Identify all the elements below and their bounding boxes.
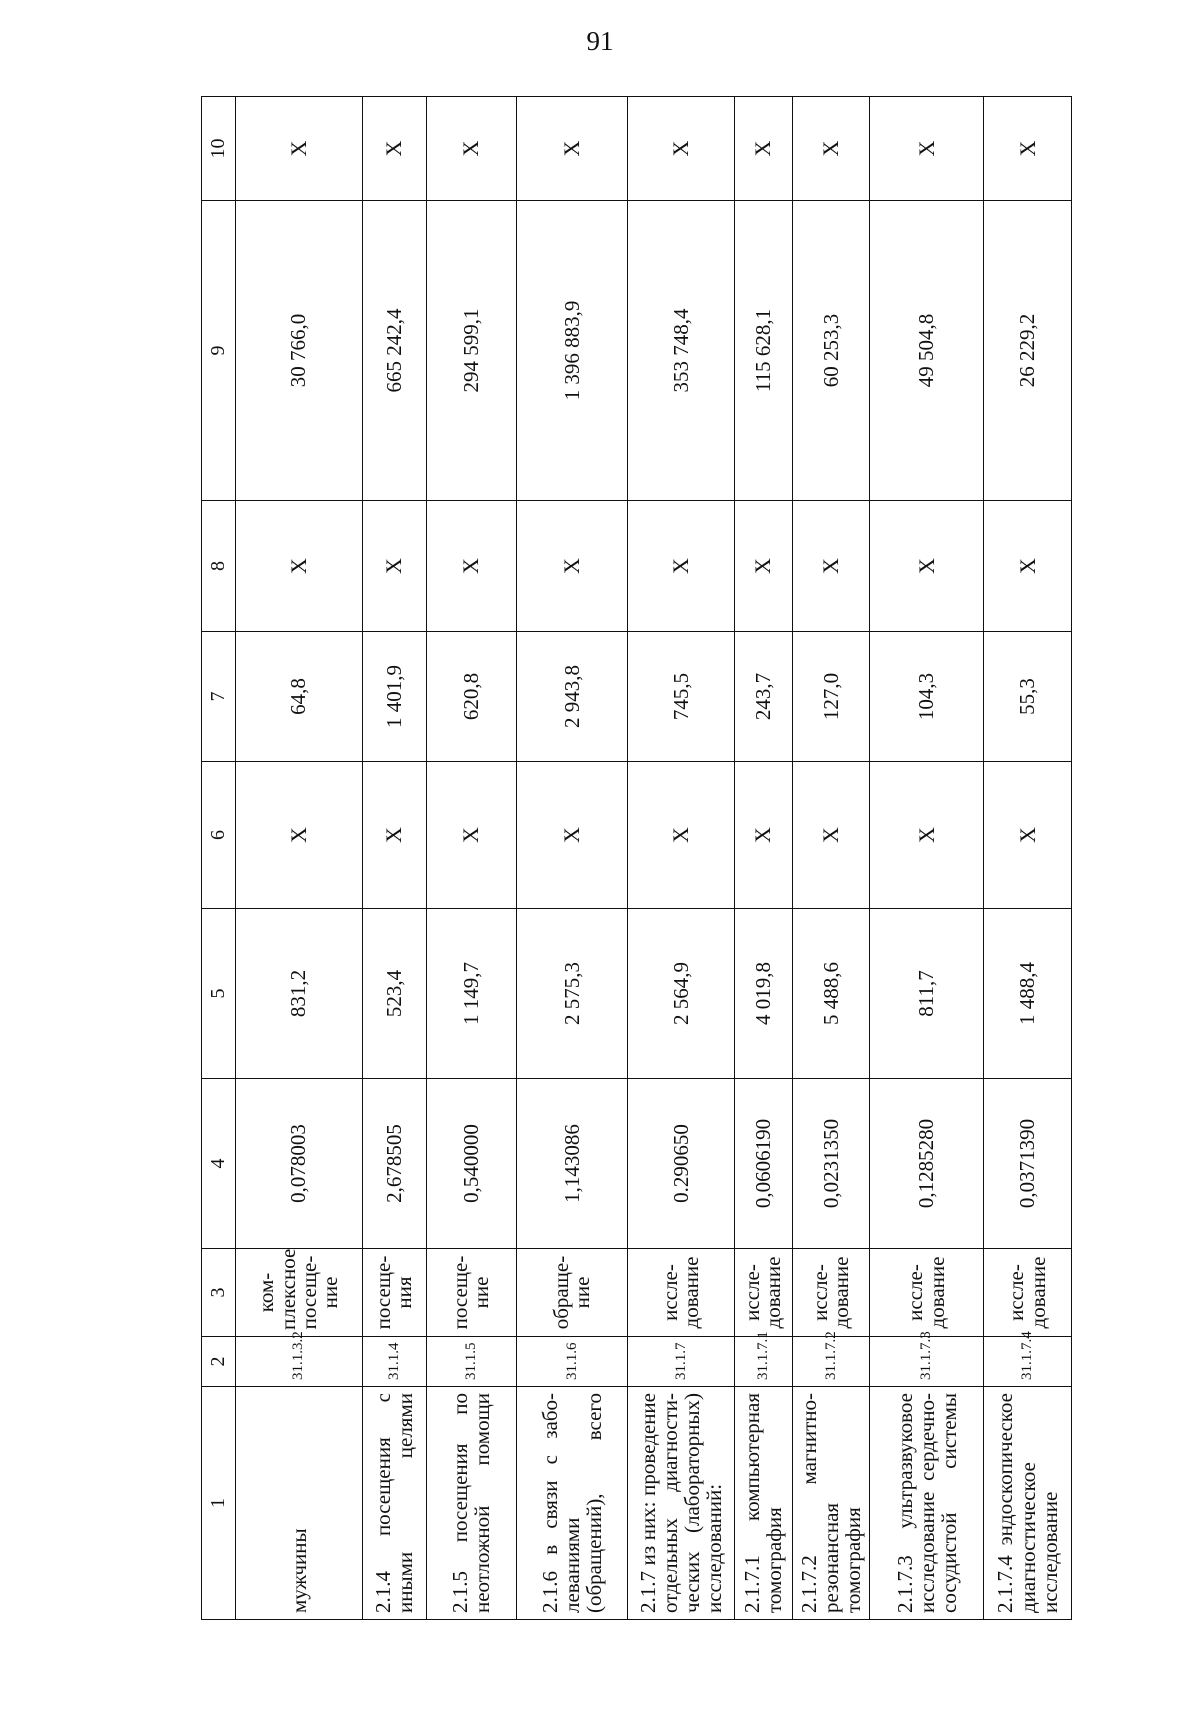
cell-col-3: иссле- дование <box>793 1249 870 1337</box>
cell-col-5: 2 564,9 <box>628 909 734 1079</box>
cell-col-1: 2.1.5 посещения по неотложной помощи <box>426 1387 516 1620</box>
cell-col-9: 49 504,8 <box>870 201 984 501</box>
cell-col-10: X <box>984 97 1072 201</box>
cell-col-9: 26 229,2 <box>984 201 1072 501</box>
cell-col-2: 31.1.7.4 <box>984 1337 1072 1387</box>
cell-col-6: X <box>426 762 516 909</box>
cell-col-4: 2,678505 <box>362 1079 426 1249</box>
cell-col-2: 31.1.7.1 <box>734 1337 793 1387</box>
cell-col-8: X <box>793 501 870 632</box>
cell-col-4: 0,1285280 <box>870 1079 984 1249</box>
cell-col-4: 0.290650 <box>628 1079 734 1249</box>
header-col-6: 6 <box>202 762 236 909</box>
cell-col-1: 2.1.7.4 эндоскопическое диагностическое исследование <box>984 1387 1072 1620</box>
cell-col-10: X <box>426 97 516 201</box>
cell-col-2: 31.1.4 <box>362 1337 426 1387</box>
cell-col-7: 745,5 <box>628 632 734 762</box>
header-col-3: 3 <box>202 1249 236 1337</box>
cell-col-5: 811,7 <box>870 909 984 1079</box>
table-row <box>362 97 426 1620</box>
cell-col-4: 0,078003 <box>236 1079 363 1249</box>
cell-col-1: 2.1.7.1 компьютерная томография <box>734 1387 793 1620</box>
cell-col-1: 2.1.4 посещения с иными целями <box>362 1387 426 1620</box>
cell-col-3: посеще- ние <box>426 1249 516 1337</box>
cell-col-10: X <box>236 97 363 201</box>
cell-col-1: 2.1.6 в связи с забо-леваниями (обращений), всего <box>516 1387 628 1620</box>
cell-col-2: 31.1.6 <box>516 1337 628 1387</box>
cell-col-8: X <box>516 501 628 632</box>
cell-col-2: 31.1.3.2 <box>236 1337 363 1387</box>
cell-col-10: X <box>870 97 984 201</box>
header-col-10: 10 <box>202 97 236 201</box>
cell-col-7: 1 401,9 <box>362 632 426 762</box>
cell-col-5: 2 575,3 <box>516 909 628 1079</box>
header-col-4: 4 <box>202 1079 236 1249</box>
cell-col-2: 31.1.7.2 <box>793 1337 870 1387</box>
cell-col-5: 1 149,7 <box>426 909 516 1079</box>
cell-col-9: 1 396 883,9 <box>516 201 628 501</box>
data-table <box>201 96 1072 1620</box>
cell-col-9: 665 242,4 <box>362 201 426 501</box>
cell-col-4: 1,143086 <box>516 1079 628 1249</box>
cell-col-10: X <box>516 97 628 201</box>
table-row <box>793 97 870 1620</box>
cell-col-6: X <box>362 762 426 909</box>
cell-col-10: X <box>362 97 426 201</box>
cell-col-7: 620,8 <box>426 632 516 762</box>
cell-col-6: X <box>236 762 363 909</box>
cell-col-6: X <box>516 762 628 909</box>
cell-col-5: 523,4 <box>362 909 426 1079</box>
cell-col-9: 60 253,3 <box>793 201 870 501</box>
cell-col-10: X <box>628 97 734 201</box>
cell-col-6: X <box>870 762 984 909</box>
cell-col-4: 0,0231350 <box>793 1079 870 1249</box>
cell-col-9: 115 628,1 <box>734 201 793 501</box>
cell-col-7: 64,8 <box>236 632 363 762</box>
cell-col-1: 2.1.7 из них: проведение отдельных диагности-ческих (лабораторных) исследований: <box>628 1387 734 1620</box>
cell-col-8: X <box>734 501 793 632</box>
cell-col-1: 2.1.7.2 магнитно-резонансная томография <box>793 1387 870 1620</box>
table-row <box>516 97 628 1620</box>
cell-col-10: X <box>793 97 870 201</box>
cell-col-7: 104,3 <box>870 632 984 762</box>
cell-col-7: 243,7 <box>734 632 793 762</box>
header-col-8: 8 <box>202 501 236 632</box>
cell-col-9: 353 748,4 <box>628 201 734 501</box>
cell-col-3: посеще- ния <box>362 1249 426 1337</box>
cell-col-8: X <box>236 501 363 632</box>
cell-col-6: X <box>793 762 870 909</box>
cell-col-8: X <box>426 501 516 632</box>
header-col-2: 2 <box>202 1337 236 1387</box>
cell-col-4: 0,0371390 <box>984 1079 1072 1249</box>
cell-col-3: иссле- дование <box>984 1249 1072 1337</box>
cell-col-6: X <box>984 762 1072 909</box>
cell-col-9: 30 766,0 <box>236 201 363 501</box>
cell-col-4: 0,540000 <box>426 1079 516 1249</box>
cell-col-7: 55,3 <box>984 632 1072 762</box>
cell-col-5: 4 019,8 <box>734 909 793 1079</box>
cell-col-7: 127,0 <box>793 632 870 762</box>
header-col-1: 1 <box>202 1387 236 1620</box>
page-number: 91 <box>586 26 614 56</box>
cell-col-8: X <box>628 501 734 632</box>
cell-col-8: X <box>362 501 426 632</box>
cell-col-3: ком- плексное посеще- ние <box>236 1249 363 1337</box>
cell-col-8: X <box>984 501 1072 632</box>
header-col-9: 9 <box>202 201 236 501</box>
cell-col-5: 831,2 <box>236 909 363 1079</box>
cell-col-2: 31.1.7.3 <box>870 1337 984 1387</box>
cell-col-1: 2.1.7.3 ультразвуковое исследование сердечно-сосудистой системы <box>870 1387 984 1620</box>
cell-col-8: X <box>870 501 984 632</box>
cell-col-6: X <box>628 762 734 909</box>
cell-col-10: X <box>734 97 793 201</box>
rotated-table-container <box>201 97 1072 1620</box>
header-col-5: 5 <box>202 909 236 1079</box>
cell-col-4: 0,0606190 <box>734 1079 793 1249</box>
table-row <box>426 97 516 1620</box>
cell-col-3: иссле- дование <box>734 1249 793 1337</box>
cell-col-3: иссле- дование <box>870 1249 984 1337</box>
cell-col-2: 31.1.7 <box>628 1337 734 1387</box>
cell-col-2: 31.1.5 <box>426 1337 516 1387</box>
cell-col-9: 294 599,1 <box>426 201 516 501</box>
cell-col-7: 2 943,8 <box>516 632 628 762</box>
cell-col-1: мужчины <box>236 1387 363 1620</box>
cell-col-3: обраще- ние <box>516 1249 628 1337</box>
header-row <box>202 97 236 1620</box>
table-row <box>870 97 984 1620</box>
table-row <box>628 97 734 1620</box>
cell-col-5: 1 488,4 <box>984 909 1072 1079</box>
cell-col-5: 5 488,6 <box>793 909 870 1079</box>
cell-col-6: X <box>734 762 793 909</box>
table-row <box>236 97 363 1620</box>
table-row <box>984 97 1072 1620</box>
cell-col-3: иссле- дование <box>628 1249 734 1337</box>
header-col-7: 7 <box>202 632 236 762</box>
table-row <box>734 97 793 1620</box>
